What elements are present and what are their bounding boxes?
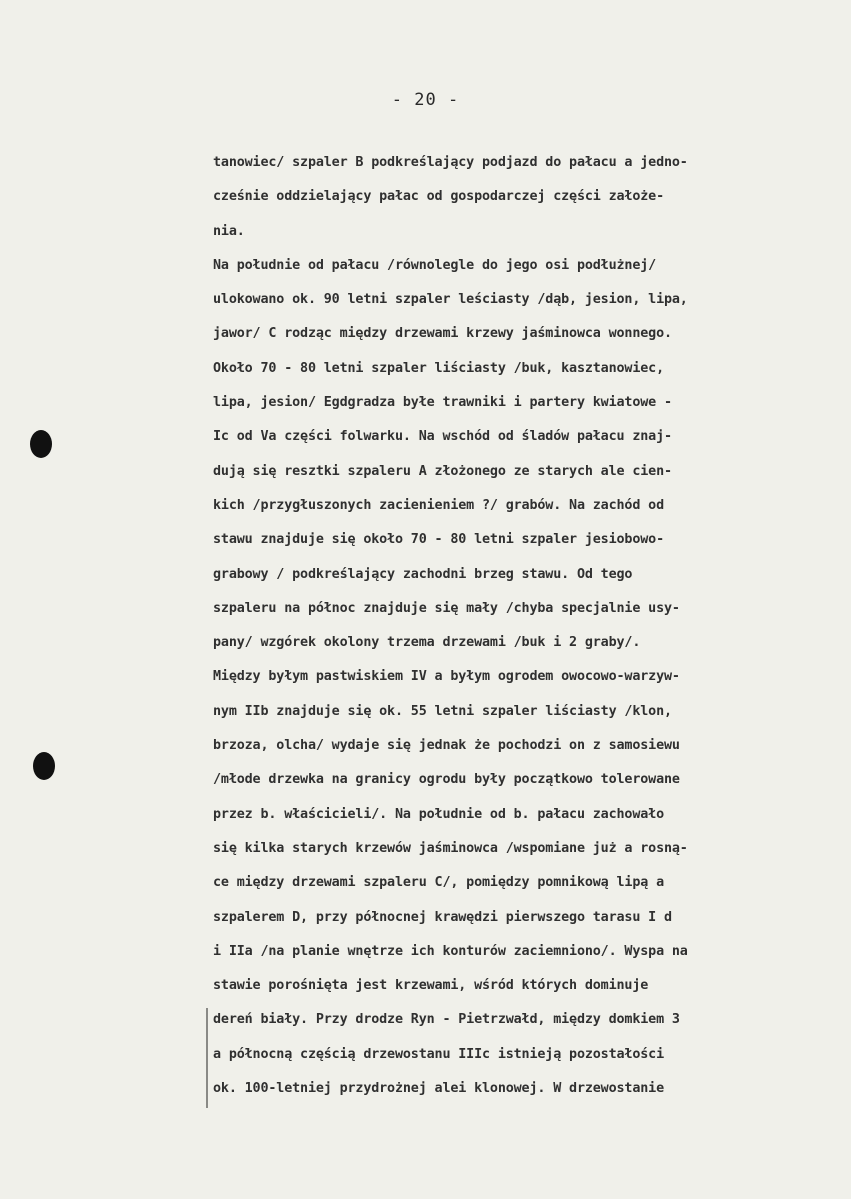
text-line: szpalerem D, przy północnej krawędzi pierwszego tarasu I d xyxy=(213,909,672,925)
text-line: a północną częścią drzewostanu IIIc istnieją pozostałości xyxy=(213,1046,664,1062)
text-line: jawor/ C rodząc między drzewami krzewy jaśminowca wonnego. xyxy=(213,326,672,342)
page-number: - 20 - xyxy=(391,90,460,110)
text-line: stawu znajduje się około 70 - 80 letni szpaler jesiobowo- xyxy=(213,532,664,548)
text-line: i IIa /na planie wnętrze ich konturów zaciemniono/. Wyspa na xyxy=(213,943,688,959)
typewritten-body xyxy=(213,146,843,1106)
text-line: brzoza, olcha/ wydaje się jednak że pochodzi on z samosiewu xyxy=(213,738,680,754)
text-line: Około 70 - 80 letni szpaler liściasty /buk, kasztanowiec, xyxy=(213,360,664,376)
text-line: nia. xyxy=(213,223,245,239)
text-line: stawie porośnięta jest krzewami, wśród których dominuje xyxy=(213,978,649,994)
text-line: Na południe od pałacu /równolegle do jego osi podłużnej/ xyxy=(213,257,657,273)
text-line: ok. 100-letniej przydrożnej alei klonowej. W drzewostanie xyxy=(213,1081,664,1097)
margin-mark xyxy=(206,1008,208,1108)
text-line: kich /przygłuszonych zacienieniem ?/ grabów. Na zachód od xyxy=(213,497,664,513)
text-line: Między byłym pastwiskiem IV a byłym ogrodem owocowo-warzyw- xyxy=(213,669,680,685)
text-line: ulokowano ok. 90 letni szpaler leściasty /dąb, jesion, lipa, xyxy=(213,292,688,308)
text-line: cześnie oddzielający pałac od gospodarczej części założe- xyxy=(213,189,664,205)
text-line: lipa, jesion/ Egdgradza byłe trawniki i partery kwiatowe - xyxy=(213,395,672,411)
text-line: przez b. właścicieli/. Na południe od b. pałacu zachowało xyxy=(213,806,664,822)
text-line: nym IIb znajduje się ok. 55 letni szpaler liściasty /klon, xyxy=(213,703,672,719)
punch-hole xyxy=(33,752,55,780)
punch-hole xyxy=(30,430,52,458)
text-line: się kilka starych krzewów jaśminowca /wspomiane już a rosną- xyxy=(213,840,688,856)
text-line: Ic od Va części folwarku. Na wschód od śladów pałacu znaj- xyxy=(213,429,672,445)
text-line: grabowy / podkreślający zachodni brzeg stawu. Od tego xyxy=(213,566,633,582)
text-line: ce między drzewami szpaleru C/, pomiędzy pomnikową lipą a xyxy=(213,875,664,891)
text-line: szpaleru na północ znajduje się mały /chyba specjalnie usy- xyxy=(213,600,680,616)
text-line: dereń biały. Przy drodze Ryn - Pietrzwałd, między domkiem 3 xyxy=(213,1012,680,1028)
text-line: tanowiec/ szpaler B podkreślający podjazd do pałacu a jedno- xyxy=(213,155,688,170)
text-line: /młode drzewka na granicy ogrodu były początkowo tolerowane xyxy=(213,772,680,788)
text-line: dują się resztki szpaleru A złożonego ze starych ale cien- xyxy=(213,463,672,479)
text-line: pany/ wzgórek okolony trzema drzewami /buk i 2 graby/. xyxy=(213,635,641,651)
